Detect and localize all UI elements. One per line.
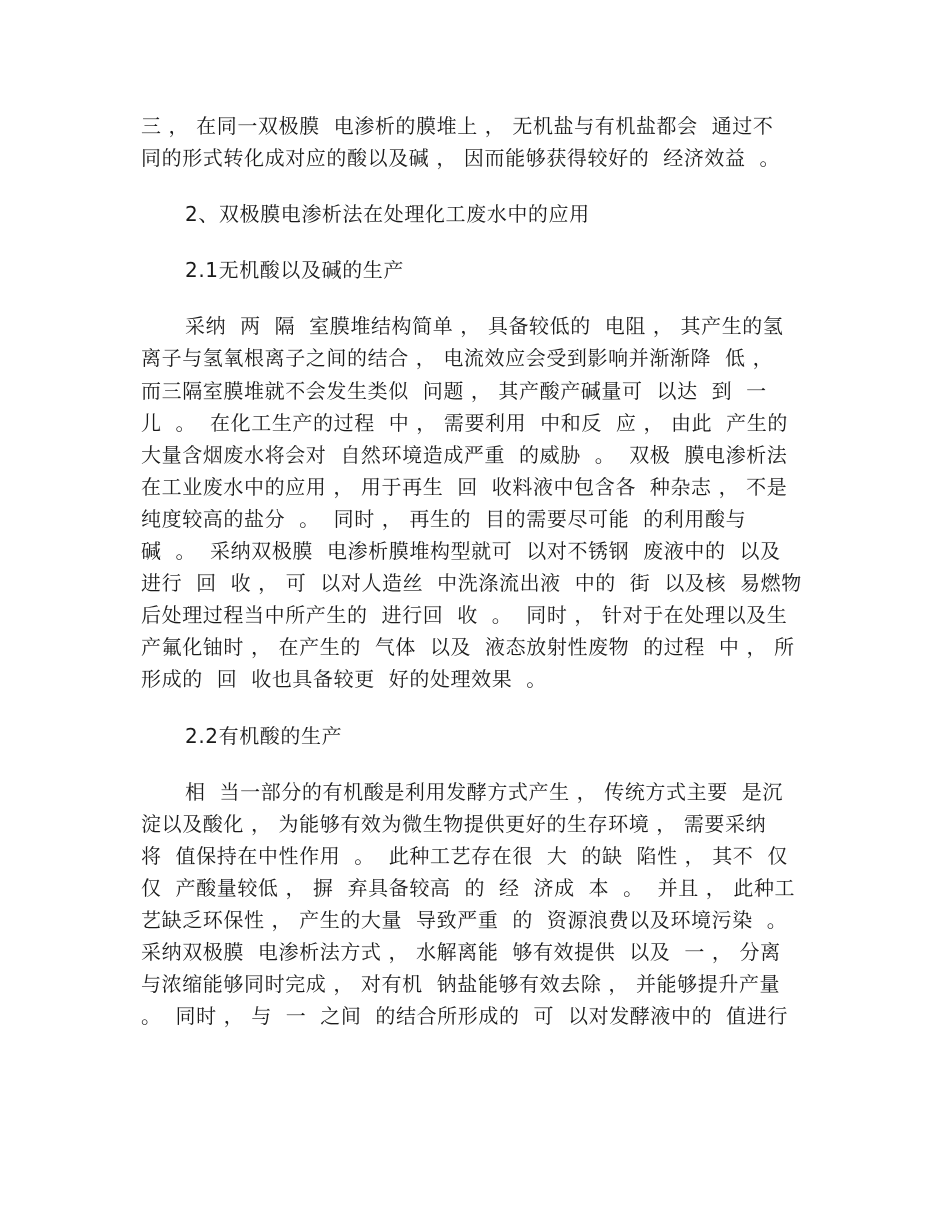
text-line: 三 ， 在同一双极膜 电渗析的膜堆上 ， 无机盐与有机盐都会 通过不 [141,114,774,138]
text-line: 采纳 两 隔 室膜堆结构简单 ， 具备较低的 电阻 ， 其产生的氢 [185,314,784,339]
document-page [141,110,805,1032]
text-line: 而三隔室膜堆就不会发生类似 问题 ， 其产酸产碱量可 以达 到 一 [141,378,767,403]
text-line: 后处理过程当中所产生的 进行回 收 。 同时 ， 针对于在处理以及生 [141,603,788,628]
text-line: 儿 。 在化工生产的过程 中 ， 需要利用 中和反 应 ， 由此 产生的 [141,410,788,435]
text-line: 形成的 回 收也具备较更 好的处理效果 。 [141,667,547,692]
text-line: 将 值保持在中性作用 。 此种工艺存在很 大 的缺 陷性 ， 其不 仅 [141,843,788,868]
text-line: 同的形式转化成对应的酸以及碱 ， 因而能够获得较好的 经济效益 。 [141,146,781,171]
paragraph-intro [141,110,805,174]
paragraph-2-2 [141,776,805,1033]
text-line: 。 同时 ， 与 一 之间 的结合所形成的 可 以对发酵液中的 值进行 [141,1004,788,1029]
text-line: 纯度较高的盐分 。 同时 ， 再生的 目的需要尽可能 的利用酸与 [141,506,747,531]
text-line: 采纳双极膜 电渗析法方式 ， 水解离能 够有效提供 以及 一 ， 分离 [141,940,781,965]
text-line: 仅 产酸量较低 ， 摒 弃具备较高 的 经 济成 本 。 并且 ， 此种工 [141,875,796,900]
paragraph-2-1 [141,310,805,695]
text-line: 大量含烟废水将会对 自然环境造成严重 的威胁 。 双极 膜电渗析法 [141,442,788,467]
text-line: 产氟化铀时 ， 在产生的 气体 以及 液态放射性废物 的过程 中 ， 所 [141,635,795,660]
text-line: 离子与氢氧根离子之间的结合 ， 电流效应会受到影响并渐渐降 低 ， [141,346,774,371]
text-line: 与浓缩能够同时完成 ， 对有机 钠盐能够有效去除 ， 并能够提升产量 [141,972,781,997]
text-line: 碱 。 采纳双极膜 电渗析膜堆构型就可 以对不锈钢 废液中的 以及 [141,539,781,564]
section-heading-2-2: 2.2有机酸的生产 [185,723,343,748]
section-heading-2-1: 2.1无机酸以及碱的生产 [185,258,405,283]
section-heading-2: 2、双极膜电渗析法在处理化工废水中的应用 [185,202,590,227]
text-line: 相 当一部分的有机酸是利用发酵方式产生 ， 传统方式主要 是沉 [185,779,783,804]
text-line: 淀以及酸化 ， 为能够有效为微生物提供更好的生存环境 ， 需要采纳 [141,811,767,836]
text-line: 进行 回 收 ， 可 以对人造丝 中洗涤流出液 中的 街 以及核 易燃物 [141,571,802,596]
text-line: 艺缺乏环保性 ， 产生的大量 导致严重 的 资源浪费以及环境污染 。 [141,907,788,932]
text-line: 在工业废水中的应用 ， 用于再生 回 收料液中包含各 种杂志 ， 不是 [141,474,788,499]
